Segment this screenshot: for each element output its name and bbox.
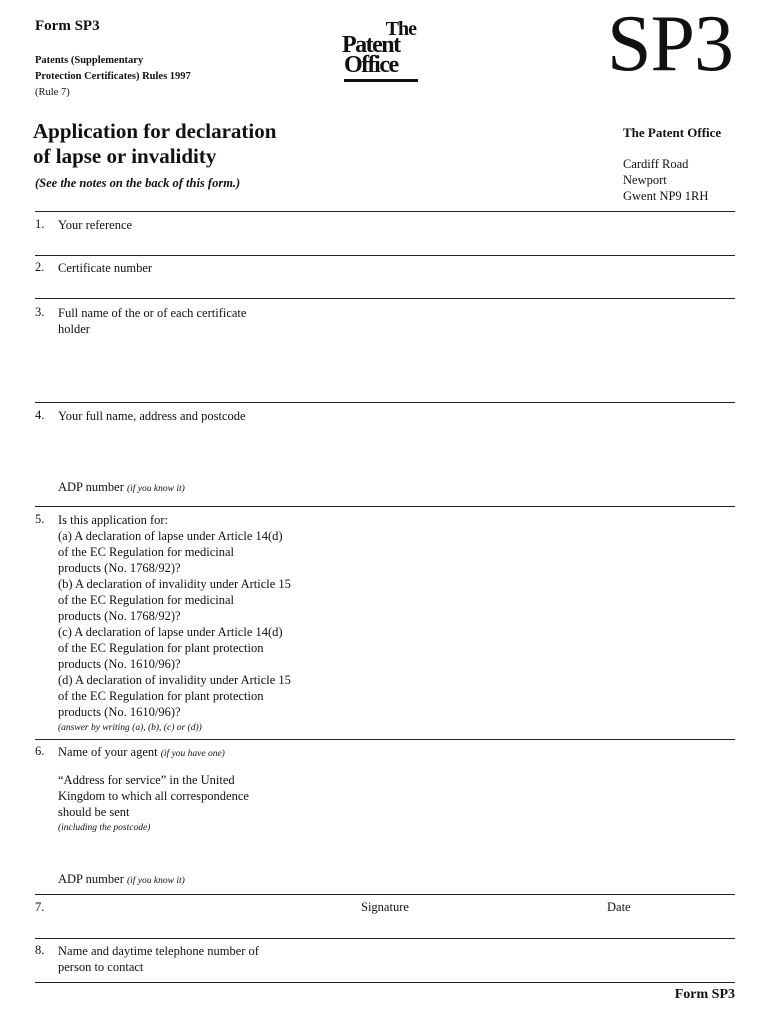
patent-office-logo <box>340 18 420 88</box>
footer-form-code: Form SP3 <box>674 987 735 1002</box>
question-line: products (No. 1768/92)? <box>58 609 181 623</box>
section-3-label <box>58 305 246 337</box>
adp-label-text: ADP number <box>58 480 124 494</box>
logo-the: The <box>385 18 416 40</box>
logo-patent: Patent <box>342 32 400 58</box>
label-line: “Address for service” in the United <box>58 773 235 787</box>
logo-office: Office <box>344 52 398 78</box>
section-4-label: Your full name, address and postcode <box>58 409 246 423</box>
divider <box>35 982 735 983</box>
question-line: of the EC Regulation for plant protection <box>58 689 264 703</box>
form-notes: (See the notes on the back of this form.) <box>35 176 241 190</box>
label-line: Kingdom to which all correspondence <box>58 789 249 803</box>
agent-details-field[interactable] <box>330 742 735 892</box>
divider <box>35 211 735 212</box>
certificate-number-field[interactable] <box>330 258 735 298</box>
application-type-field[interactable] <box>330 509 735 737</box>
adp-hint: (if you know it) <box>126 484 185 494</box>
rules-title-line2: Protection Certificates) Rules 1997 <box>35 71 191 82</box>
form-title-line1: Application for declaration <box>33 119 277 143</box>
label-line: Name and daytime telephone number of <box>58 944 259 958</box>
question-line: of the EC Regulation for medicinal <box>58 545 234 559</box>
question-line: (d) A declaration of invalidity under Article 15 <box>58 673 291 687</box>
agent-label-text: Name of your agent <box>58 745 158 759</box>
office-address-line: Cardiff Road <box>623 157 689 171</box>
section-number: 5. <box>35 512 45 526</box>
section-number: 8. <box>35 943 45 957</box>
label-line: holder <box>58 322 90 336</box>
divider <box>35 298 735 299</box>
agent-hint: (if you have one) <box>160 749 225 759</box>
section-number: 2. <box>35 260 45 274</box>
big-form-code: SP3 <box>607 0 733 88</box>
adp-hint: (if you know it) <box>126 876 185 886</box>
logo-underline <box>344 79 418 82</box>
answer-hint: (answer by writing (a), (b), (c) or (d)) <box>58 723 202 733</box>
question-line: (c) A declaration of lapse under Article 14(d) <box>58 625 283 639</box>
question-line: (a) A declaration of lapse under Article 14(d) <box>58 529 283 543</box>
divider <box>35 739 735 740</box>
divider <box>35 506 735 507</box>
postcode-hint: (including the postcode) <box>58 823 151 833</box>
section-number: 1. <box>35 217 45 231</box>
label-line: should be sent <box>58 805 130 819</box>
agent-adp-number-label <box>58 871 185 889</box>
signature-field[interactable] <box>360 915 590 937</box>
form-title-line2: of lapse or invalidity <box>33 144 217 168</box>
section-8-label <box>58 943 259 975</box>
rules-title-line1: Patents (Supplementary <box>35 55 144 66</box>
applicant-details-field[interactable] <box>330 405 735 505</box>
section-2-label: Certificate number <box>58 261 153 275</box>
adp-number-label <box>58 479 185 497</box>
rule-reference: (Rule 7) <box>35 87 70 98</box>
office-name: The Patent Office <box>623 125 722 140</box>
section-number: 6. <box>35 744 45 758</box>
office-address-line: Newport <box>623 173 667 187</box>
label-line: Full name of the or of each certificate <box>58 306 247 320</box>
section-number: 7. <box>35 900 45 914</box>
office-address-line: Gwent NP9 1RH <box>623 189 709 203</box>
divider <box>35 938 735 939</box>
question-line: products (No. 1610/96)? <box>58 705 181 719</box>
divider <box>35 255 735 256</box>
question-line: (b) A declaration of invalidity under Article 15 <box>58 577 291 591</box>
section-6-label <box>58 744 225 762</box>
section-number: 3. <box>35 305 45 319</box>
form-code: Form SP3 <box>35 18 100 34</box>
question-line: products (No. 1768/92)? <box>58 561 181 575</box>
certificate-holder-field[interactable] <box>330 301 735 401</box>
date-field[interactable] <box>606 915 735 937</box>
question-line: of the EC Regulation for plant protection <box>58 641 264 655</box>
date-label: Date <box>607 900 631 914</box>
divider <box>35 402 735 403</box>
address-for-service-label <box>58 772 249 836</box>
label-line: person to contact <box>58 960 144 974</box>
question-line: Is this application for: <box>58 513 169 527</box>
question-line: products (No. 1610/96)? <box>58 657 181 671</box>
adp-label-text: ADP number <box>58 872 124 886</box>
contact-person-field[interactable] <box>330 941 735 981</box>
signature-label: Signature <box>361 900 409 914</box>
divider <box>35 894 735 895</box>
section-5-question <box>58 512 291 736</box>
question-line: of the EC Regulation for medicinal <box>58 593 234 607</box>
your-reference-field[interactable] <box>330 214 735 254</box>
section-number: 4. <box>35 408 45 422</box>
section-1-label: Your reference <box>58 218 133 232</box>
